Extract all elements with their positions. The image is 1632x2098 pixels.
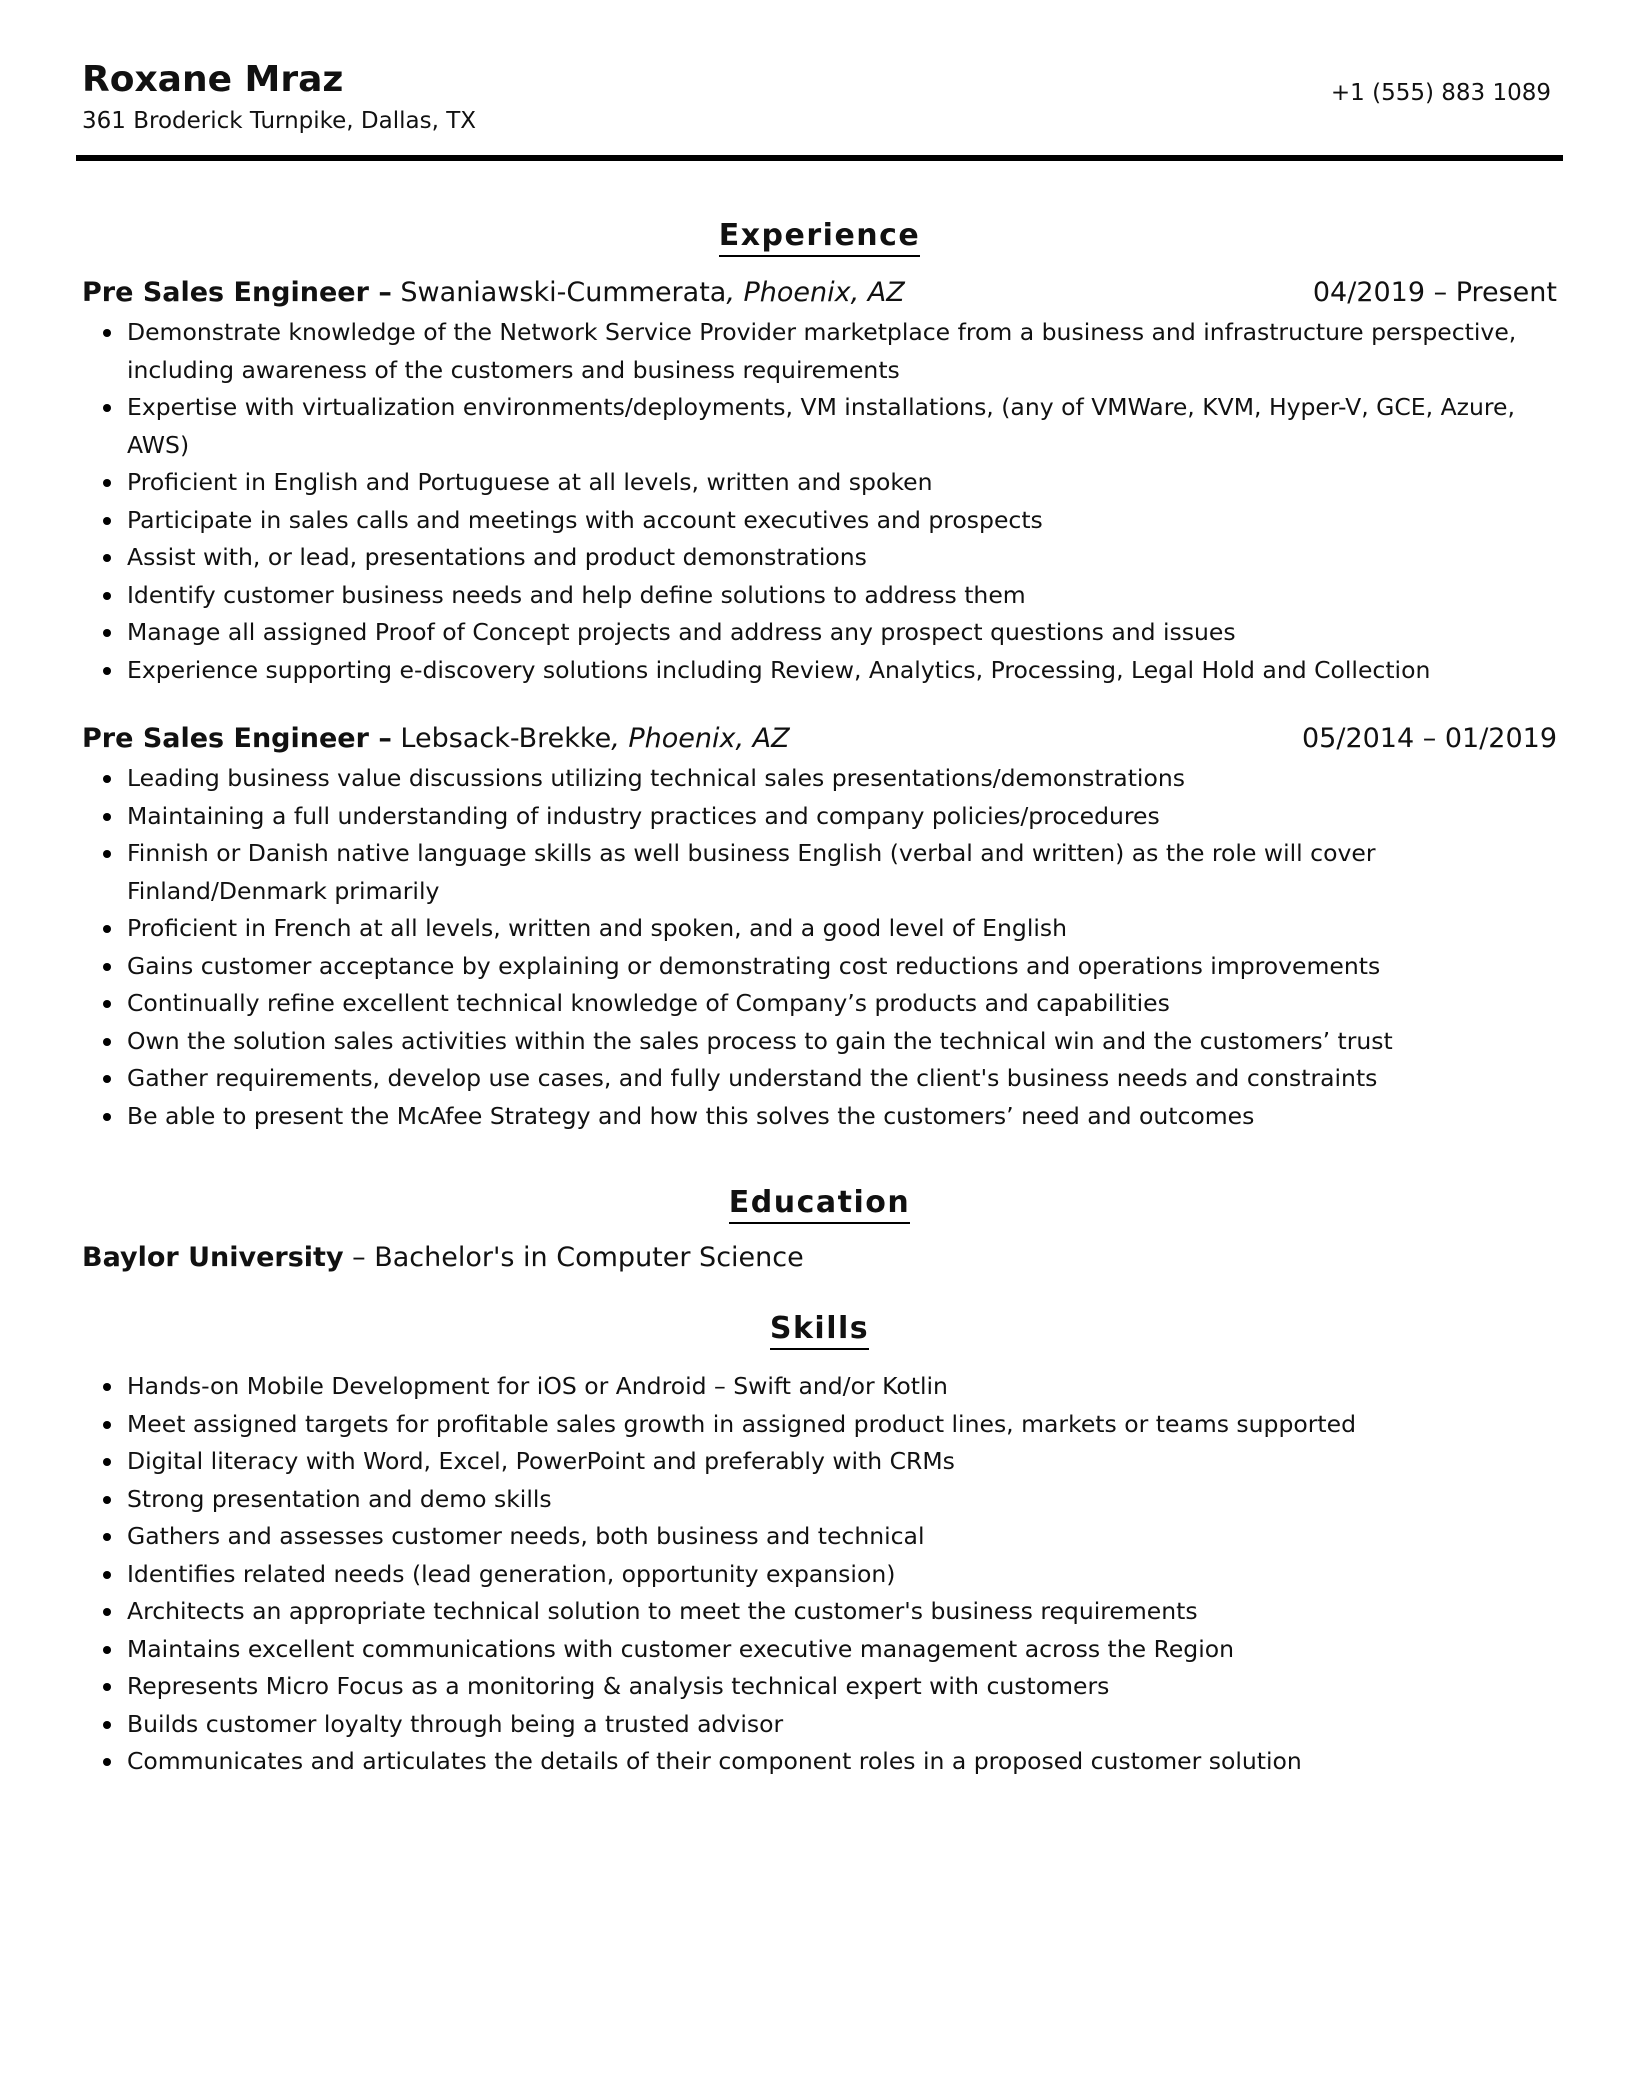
list-item: Hands-on Mobile Development for iOS or Android – Swift and/or Kotlin (127, 1368, 1557, 1406)
list-item: Gather requirements, develop use cases, and fully understand the client's business needs and constraints (127, 1060, 1557, 1098)
job-dates: 04/2019 – Present (1312, 277, 1557, 308)
job-dates: 05/2014 – 01/2019 (1302, 723, 1557, 755)
job-company: Swaniawski-Cummerata (400, 277, 727, 308)
job-bullets (82, 760, 1557, 1135)
list-item: Identifies related needs (lead generation, opportunity expansion) (127, 1556, 1557, 1594)
job-company: Lebsack-Brekke (400, 723, 612, 755)
list-item: Digital literacy with Word, Excel, PowerPoint and preferably with CRMs (127, 1443, 1557, 1481)
header-divider (76, 155, 1563, 163)
list-item: Gathers and assesses customer needs, both business and technical (127, 1518, 1557, 1556)
job-bullets (82, 314, 1557, 689)
list-item: Gains customer acceptance by explaining or demonstrating cost reductions and operations improvements (127, 948, 1557, 986)
list-item: Proficient in English and Portuguese at all levels, written and spoken (127, 464, 1557, 502)
list-item: Be able to present the McAfee Strategy and how this solves the customers’ need and outcomes (127, 1098, 1557, 1136)
candidate-name: Roxane Mraz (82, 59, 344, 100)
job-role: Pre Sales Engineer – (82, 277, 392, 308)
list-item: Continually refine excellent technical knowledge of Company’s products and capabilities (127, 985, 1557, 1023)
list-item: Architects an appropriate technical solution to meet the customer's business requirements (127, 1593, 1557, 1631)
job-heading (82, 275, 1557, 310)
list-item: Maintaining a full understanding of industry practices and company policies/procedures (127, 798, 1557, 836)
job-role: Pre Sales Engineer – (82, 723, 392, 755)
list-item: Communicates and articulates the details of their component roles in a proposed customer solution (127, 1743, 1557, 1781)
list-item: Proficient in French at all levels, written and spoken, and a good level of English (127, 910, 1557, 948)
list-item: Finnish or Danish native language skills as well business English (verbal and written) as the role will cover Finland/Denmark primarily (127, 835, 1557, 910)
education-entry (82, 1242, 1557, 1273)
candidate-address: 361 Broderick Turnpike, Dallas, TX (82, 107, 476, 134)
job-entry (82, 275, 1557, 689)
list-item: Builds customer loyalty through being a trusted advisor (127, 1706, 1557, 1744)
education-degree: – Bachelor's in Computer Science (343, 1242, 804, 1274)
candidate-phone: +1 (555) 883 1089 (1330, 80, 1551, 106)
list-item: Demonstrate knowledge of the Network Service Provider marketplace from a business and infrastructure perspective, including awareness of the customers and business requirements (127, 314, 1557, 389)
list-item: Meet assigned targets for profitable sales growth in assigned product lines, markets or teams supported (127, 1406, 1557, 1444)
list-item: Own the solution sales activities within the sales process to gain the technical win and the customers’ trust (127, 1023, 1557, 1061)
list-item: Expertise with virtualization environments/deployments, VM installations, (any of VMWare, KVM, Hyper-V, GCE, Azure, AWS) (127, 389, 1557, 464)
job-heading (82, 721, 1557, 756)
list-item: Represents Micro Focus as a monitoring & analysis technical expert with customers (127, 1668, 1557, 1706)
experience-section-title: Experience (82, 218, 1557, 257)
education-school: Baylor University (82, 1242, 344, 1274)
skills-section-title: Skills (82, 1311, 1557, 1350)
job-entry (82, 721, 1557, 1135)
list-item: Strong presentation and demo skills (127, 1481, 1557, 1519)
list-item: Leading business value discussions utilizing technical sales presentations/demonstrations (127, 760, 1557, 798)
job-location: , Phoenix, AZ (611, 723, 790, 755)
list-item: Assist with, or lead, presentations and product demonstrations (127, 539, 1557, 577)
list-item: Experience supporting e-discovery solutions including Review, Analytics, Processing, Legal Hold and Collection (127, 652, 1557, 690)
education-section-title: Education (82, 1185, 1557, 1224)
resume-header (82, 0, 1557, 150)
list-item: Participate in sales calls and meetings with account executives and prospects (127, 502, 1557, 540)
list-item: Maintains excellent communications with customer executive management across the Region (127, 1631, 1557, 1669)
list-item: Manage all assigned Proof of Concept projects and address any prospect questions and issues (127, 614, 1557, 652)
list-item: Identify customer business needs and help define solutions to address them (127, 577, 1557, 615)
job-location: , Phoenix, AZ (726, 277, 905, 308)
skills-list (82, 1368, 1557, 1781)
